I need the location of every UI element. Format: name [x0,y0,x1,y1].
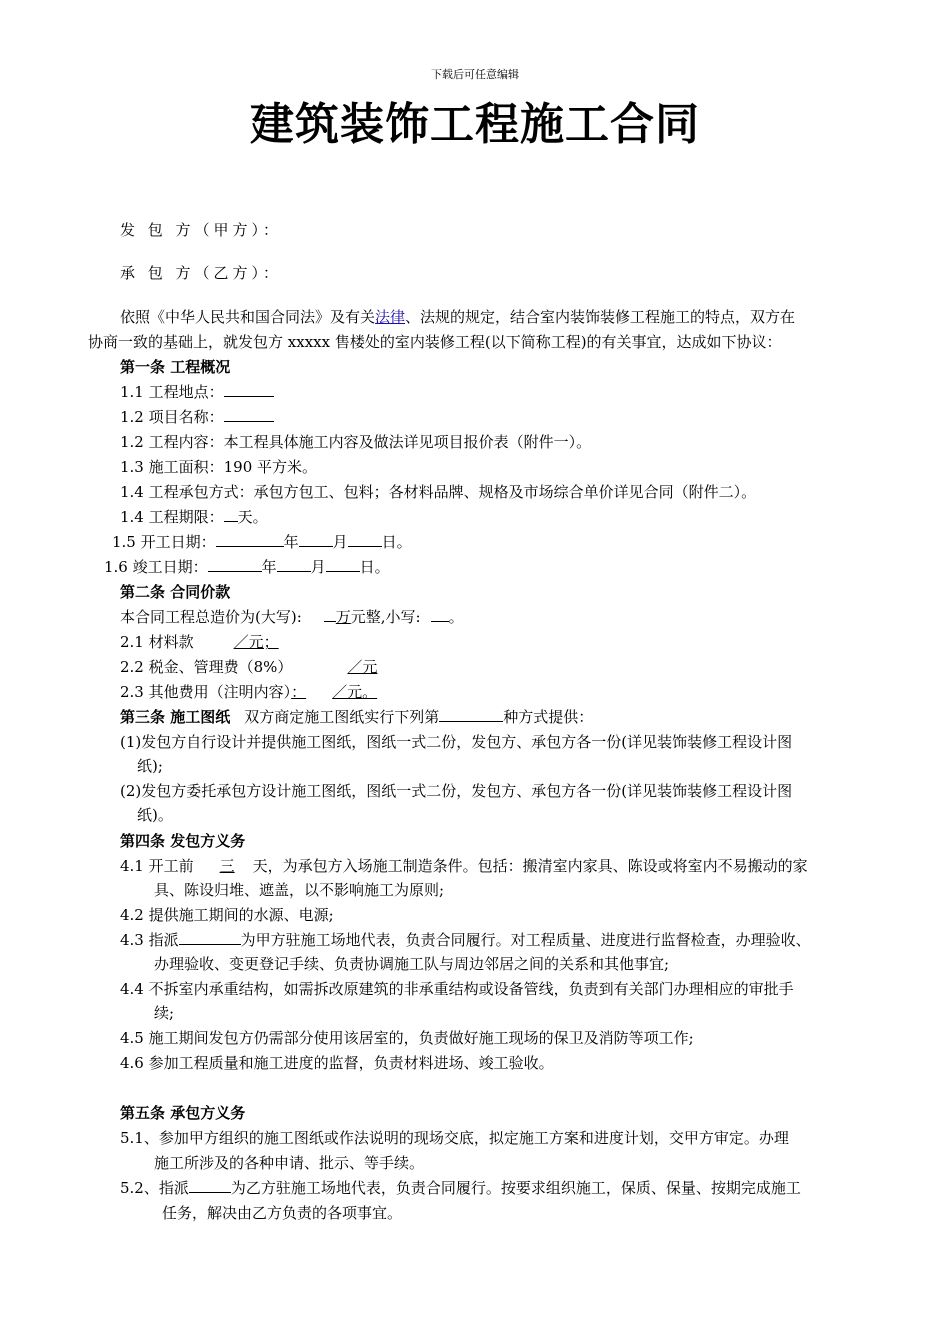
article-5-heading: 第五条 承包方义务 [120,1104,246,1122]
art2-total: 本合同工程总造价为(大写): 万元整,小写: 。 [120,608,464,626]
art4-item-5: 4.5 施工期间发包方仍需部分使用该居室的，负责做好施工现场的保卫及消防等项工作; [120,1029,694,1047]
article-3-heading-line: 第三条 施工图纸 双方商定施工图纸实行下列第 种方式提供： [120,708,594,726]
art4-item-2: 4.2 提供施工期间的水源、电源; [120,906,334,924]
art4-item-4-cont: 续; [154,1004,175,1022]
party-b-line: 承 包 方（乙方）： [120,264,283,282]
party-a-line: 发 包 方（甲方）： [120,221,283,239]
art4-item-1-cont: 具、陈设归堆、遮盖，以不影响施工为原则; [154,881,445,899]
total-lower-blank[interactable] [431,606,449,622]
document-title: 建筑装饰工程施工合同 [250,99,700,150]
art5-item-1: 5.1、参加甲方组织的施工图纸或作法说明的现场交底，拟定施工方案和进度计划，交甲方审定。办理 [120,1129,789,1147]
art1-location: 1.1 工程地点： [120,380,274,404]
party-b-rep-blank[interactable] [189,1177,231,1193]
article-1-heading: 第一条 工程概况 [120,358,231,376]
art5-item-1-cont: 施工所涉及的各种申请、批示、等手续。 [154,1154,425,1172]
law-link[interactable]: 法律 [375,308,406,326]
party-a-rep-blank[interactable] [179,929,241,945]
art3-option-1: (1)发包方自行设计并提供施工图纸，图纸一式二份，发包方、承包方各一份(详见装饰装修工程设计图 [120,733,793,751]
art4-item-3: 4.3 指派 为甲方驻施工场地代表，负责合同履行。对工程质量、进度进行监督检查，办理验收、 [120,931,811,949]
art1-project-name: 1.2 项目名称： [120,405,274,429]
end-year-blank[interactable] [208,556,262,572]
materials-value[interactable]: ／元； [233,633,279,651]
art1-end-date: 1.6 竣工日期： 年 月 日。 [104,558,390,576]
project-name-blank[interactable] [224,406,274,422]
drawing-option-blank[interactable] [439,706,503,722]
header-note: 下载后可任意编辑 [431,68,519,81]
article-2-heading: 第二条 合同价款 [120,583,231,601]
intro-line-1: 依照《中华人民共和国合同法》及有关法律、法规的规定，结合室内装饰装修工程施工的特点，双方在 [120,308,796,326]
article-4-heading: 第四条 发包方义务 [120,832,246,850]
end-month-blank[interactable] [277,556,311,572]
art5-item-2: 5.2、指派 为乙方驻施工场地代表，负责合同履行。按要求组织施工，保质、保量、按期完成施工 [120,1179,801,1197]
art4-item-4: 4.4 不拆室内承重结构，如需拆改原建筑的非承重结构或设备管线，负责到有关部门办理相应的审批手 [120,980,794,998]
other-value[interactable]: ／元。 [332,683,378,701]
days-before-value[interactable]: 三 [219,857,235,875]
art3-option-2-cont: 纸)。 [137,806,173,824]
art3-option-1-cont: 纸); [137,757,163,775]
art5-item-2-cont: 任务，解决由乙方负责的各项事宜。 [162,1204,403,1222]
tax-value[interactable]: ／元 [347,658,378,676]
start-year-blank[interactable] [216,531,284,547]
start-day-blank[interactable] [348,531,382,547]
end-day-blank[interactable] [326,556,360,572]
art1-period: 1.4 工程期限： 天。 [120,508,268,526]
location-blank[interactable] [224,381,274,397]
art2-materials: 2.1 材料款 ／元； [120,633,279,651]
total-upper-blank[interactable] [324,606,336,622]
period-blank[interactable] [224,506,238,522]
art1-method: 1.4 工程承包方式：承包方包工、包料；各材料品牌、规格及市场综合单价详见合同（附件二）。 [120,483,757,501]
art2-other: 2.3 其他费用（注明内容）： ／元。 [120,683,378,701]
start-month-blank[interactable] [299,531,333,547]
art3-option-2: (2)发包方委托承包方设计施工图纸，图纸一式二份，发包方、承包方各一份(详见装饰装修工程设计图 [120,782,793,800]
art1-content: 1.2 工程内容：本工程具体施工内容及做法详见项目报价表（附件一）。 [120,433,592,451]
art4-item-6: 4.6 参加工程质量和施工进度的监督，负责材料进场、竣工验收。 [120,1054,554,1072]
art4-item-1: 4.1 开工前 三 天，为承包方入场施工制造条件。包括：搬清室内家具、陈设或将室内不易搬动的家 [120,857,808,875]
art4-item-3-cont: 办理验收、变更登记手续、负责协调施工队与周边邻居之间的关系和其他事宜; [154,955,670,973]
art2-tax: 2.2 税金、管理费（8%） ／元 [120,658,378,676]
art1-area: 1.3 施工面积：190 平方米。 [120,458,318,476]
art1-start-date: 1.5 开工日期： 年 月 日。 [112,533,412,551]
intro-line-2: 协商一致的基础上，就发包方 xxxxx 售楼处的室内装修工程(以下简称工程)的有关事宜，达成如下协议： [88,333,782,351]
article-3-heading: 第三条 施工图纸 [120,708,231,726]
